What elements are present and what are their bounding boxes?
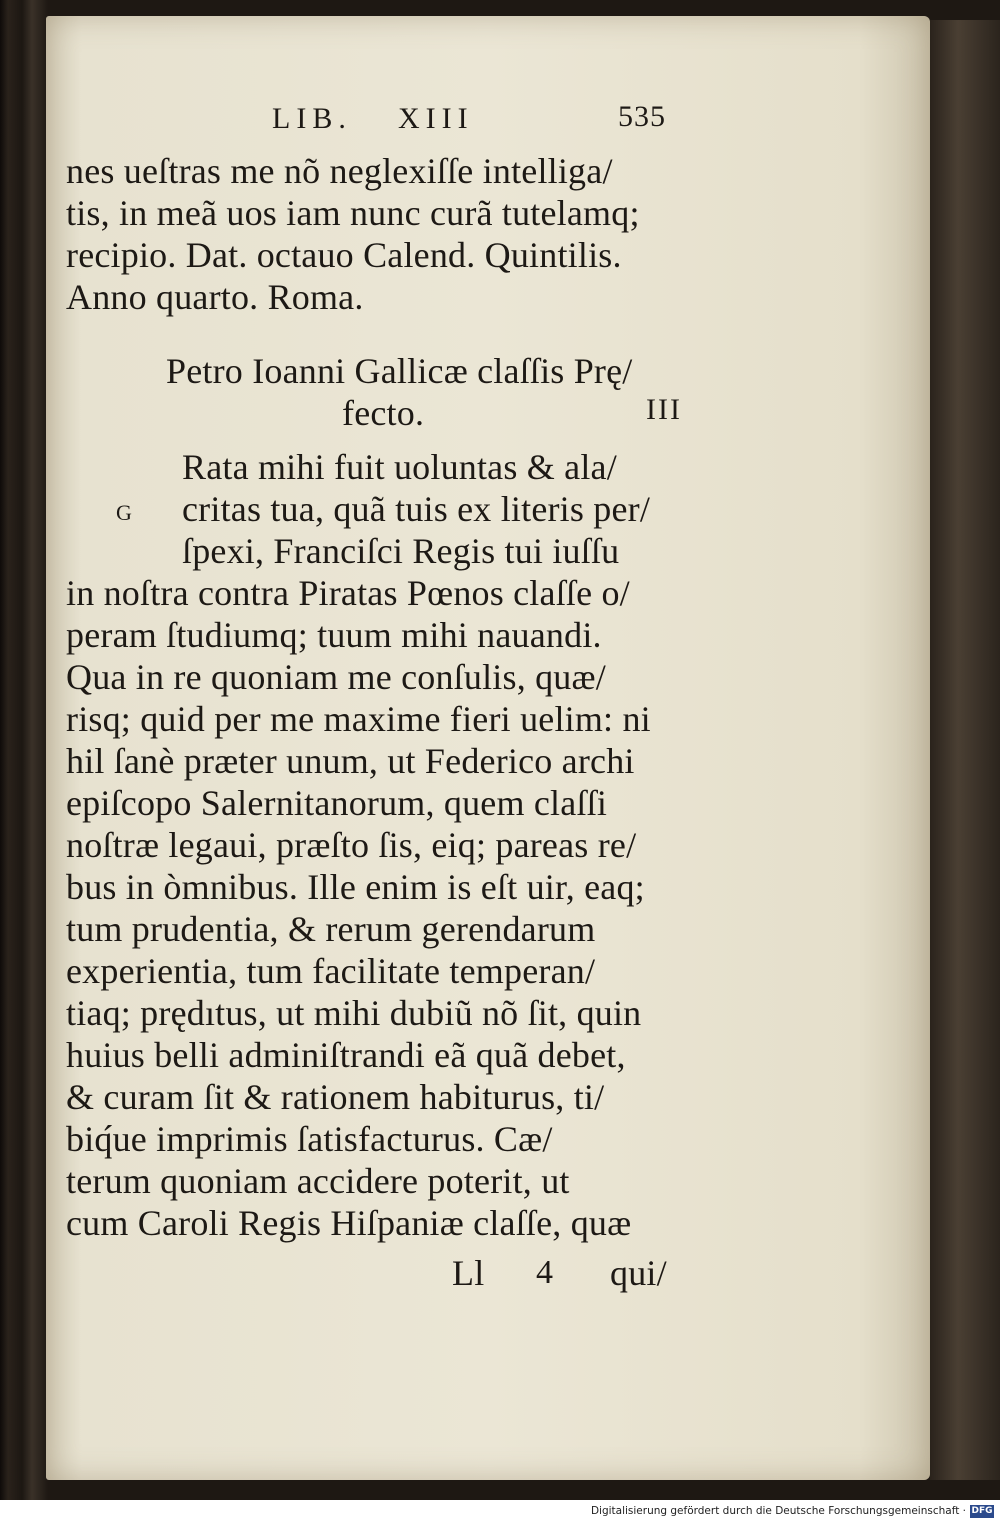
text-line: bus in òmnibus. Ille enim is eſt uir, eaq; [66, 867, 645, 907]
text-line: Rata mihi fuit uoluntas & ala/ [182, 447, 617, 487]
footer-credit: Digitalisierung gefördert durch die Deutsche Forschungsgemeinschaft · [590, 1505, 966, 1517]
text-line: epiſcopo Salernitanorum, quem claſſi [66, 783, 608, 823]
text-line: & curam ſit & rationem habiturus, ti/ [66, 1077, 605, 1117]
text-line: tiaq; prędıtus, ut mihi dubiũ nõ ſit, quin [66, 993, 642, 1033]
text-line: hil ſanè præter unum, ut Federico archi [66, 741, 635, 781]
signature-number: 4 [536, 1254, 554, 1291]
text-line: nes ueſtras me nõ neglexiſſe intelliga/ [66, 151, 613, 191]
signature-mark: Ll [452, 1253, 485, 1293]
text-line: Qua in re quoniam me conſulis, quæ/ [66, 657, 606, 697]
text-line: cum Caroli Regis Hiſpaniæ claſſe, quæ [66, 1203, 632, 1243]
text-line: ſpexi, Franciſci Regis tui iuſſu [182, 531, 620, 571]
text-line: peram ſtudiumq; tuum mihi nauandi. [66, 615, 602, 655]
dfg-logo-icon: DFG [971, 1506, 993, 1516]
letter-heading-cont: fecto. [342, 393, 425, 433]
page-number: 535 [618, 100, 666, 133]
text-line: risq; quid per me maxime fieri uelim: ni [66, 699, 651, 739]
text-line: terum quoniam accidere poterit, ut [66, 1161, 570, 1201]
footer-bar [0, 1500, 1000, 1524]
margin-letter: G [116, 500, 133, 525]
text-line: tum prudentia, & rerum gerendarum [66, 909, 596, 949]
book-number: XIII [398, 102, 474, 135]
epistle-number: III [646, 393, 682, 426]
text-line: noſtræ legaui, præſto ſis, eiq; pareas re/ [66, 825, 637, 865]
catchword: qui/ [610, 1253, 667, 1293]
text-line: biq́ue imprimis ſatisfacturus. Cæ/ [66, 1119, 553, 1159]
text-line: critas tua, quã tuis ex literis per/ [182, 489, 651, 529]
text-line: tis, in meã uos iam nunc curã tutelamq; [66, 193, 640, 233]
running-title: LIB. [272, 102, 352, 135]
letter-heading: Petro Ioanni Gallicæ claſſis Prę/ [166, 351, 633, 391]
text-line: huius belli adminiſtrandi eã quã debet, [66, 1035, 626, 1075]
text-line: Anno quarto. Roma. [66, 277, 364, 317]
text-line: experientia, tum facilitate temperan/ [66, 951, 596, 991]
text-line: in noſtra contra Piratas Pœnos claſſe o/ [66, 573, 630, 613]
book-edge [930, 20, 1000, 1480]
text-line: recipio. Dat. octauo Calend. Quintilis. [66, 235, 622, 275]
